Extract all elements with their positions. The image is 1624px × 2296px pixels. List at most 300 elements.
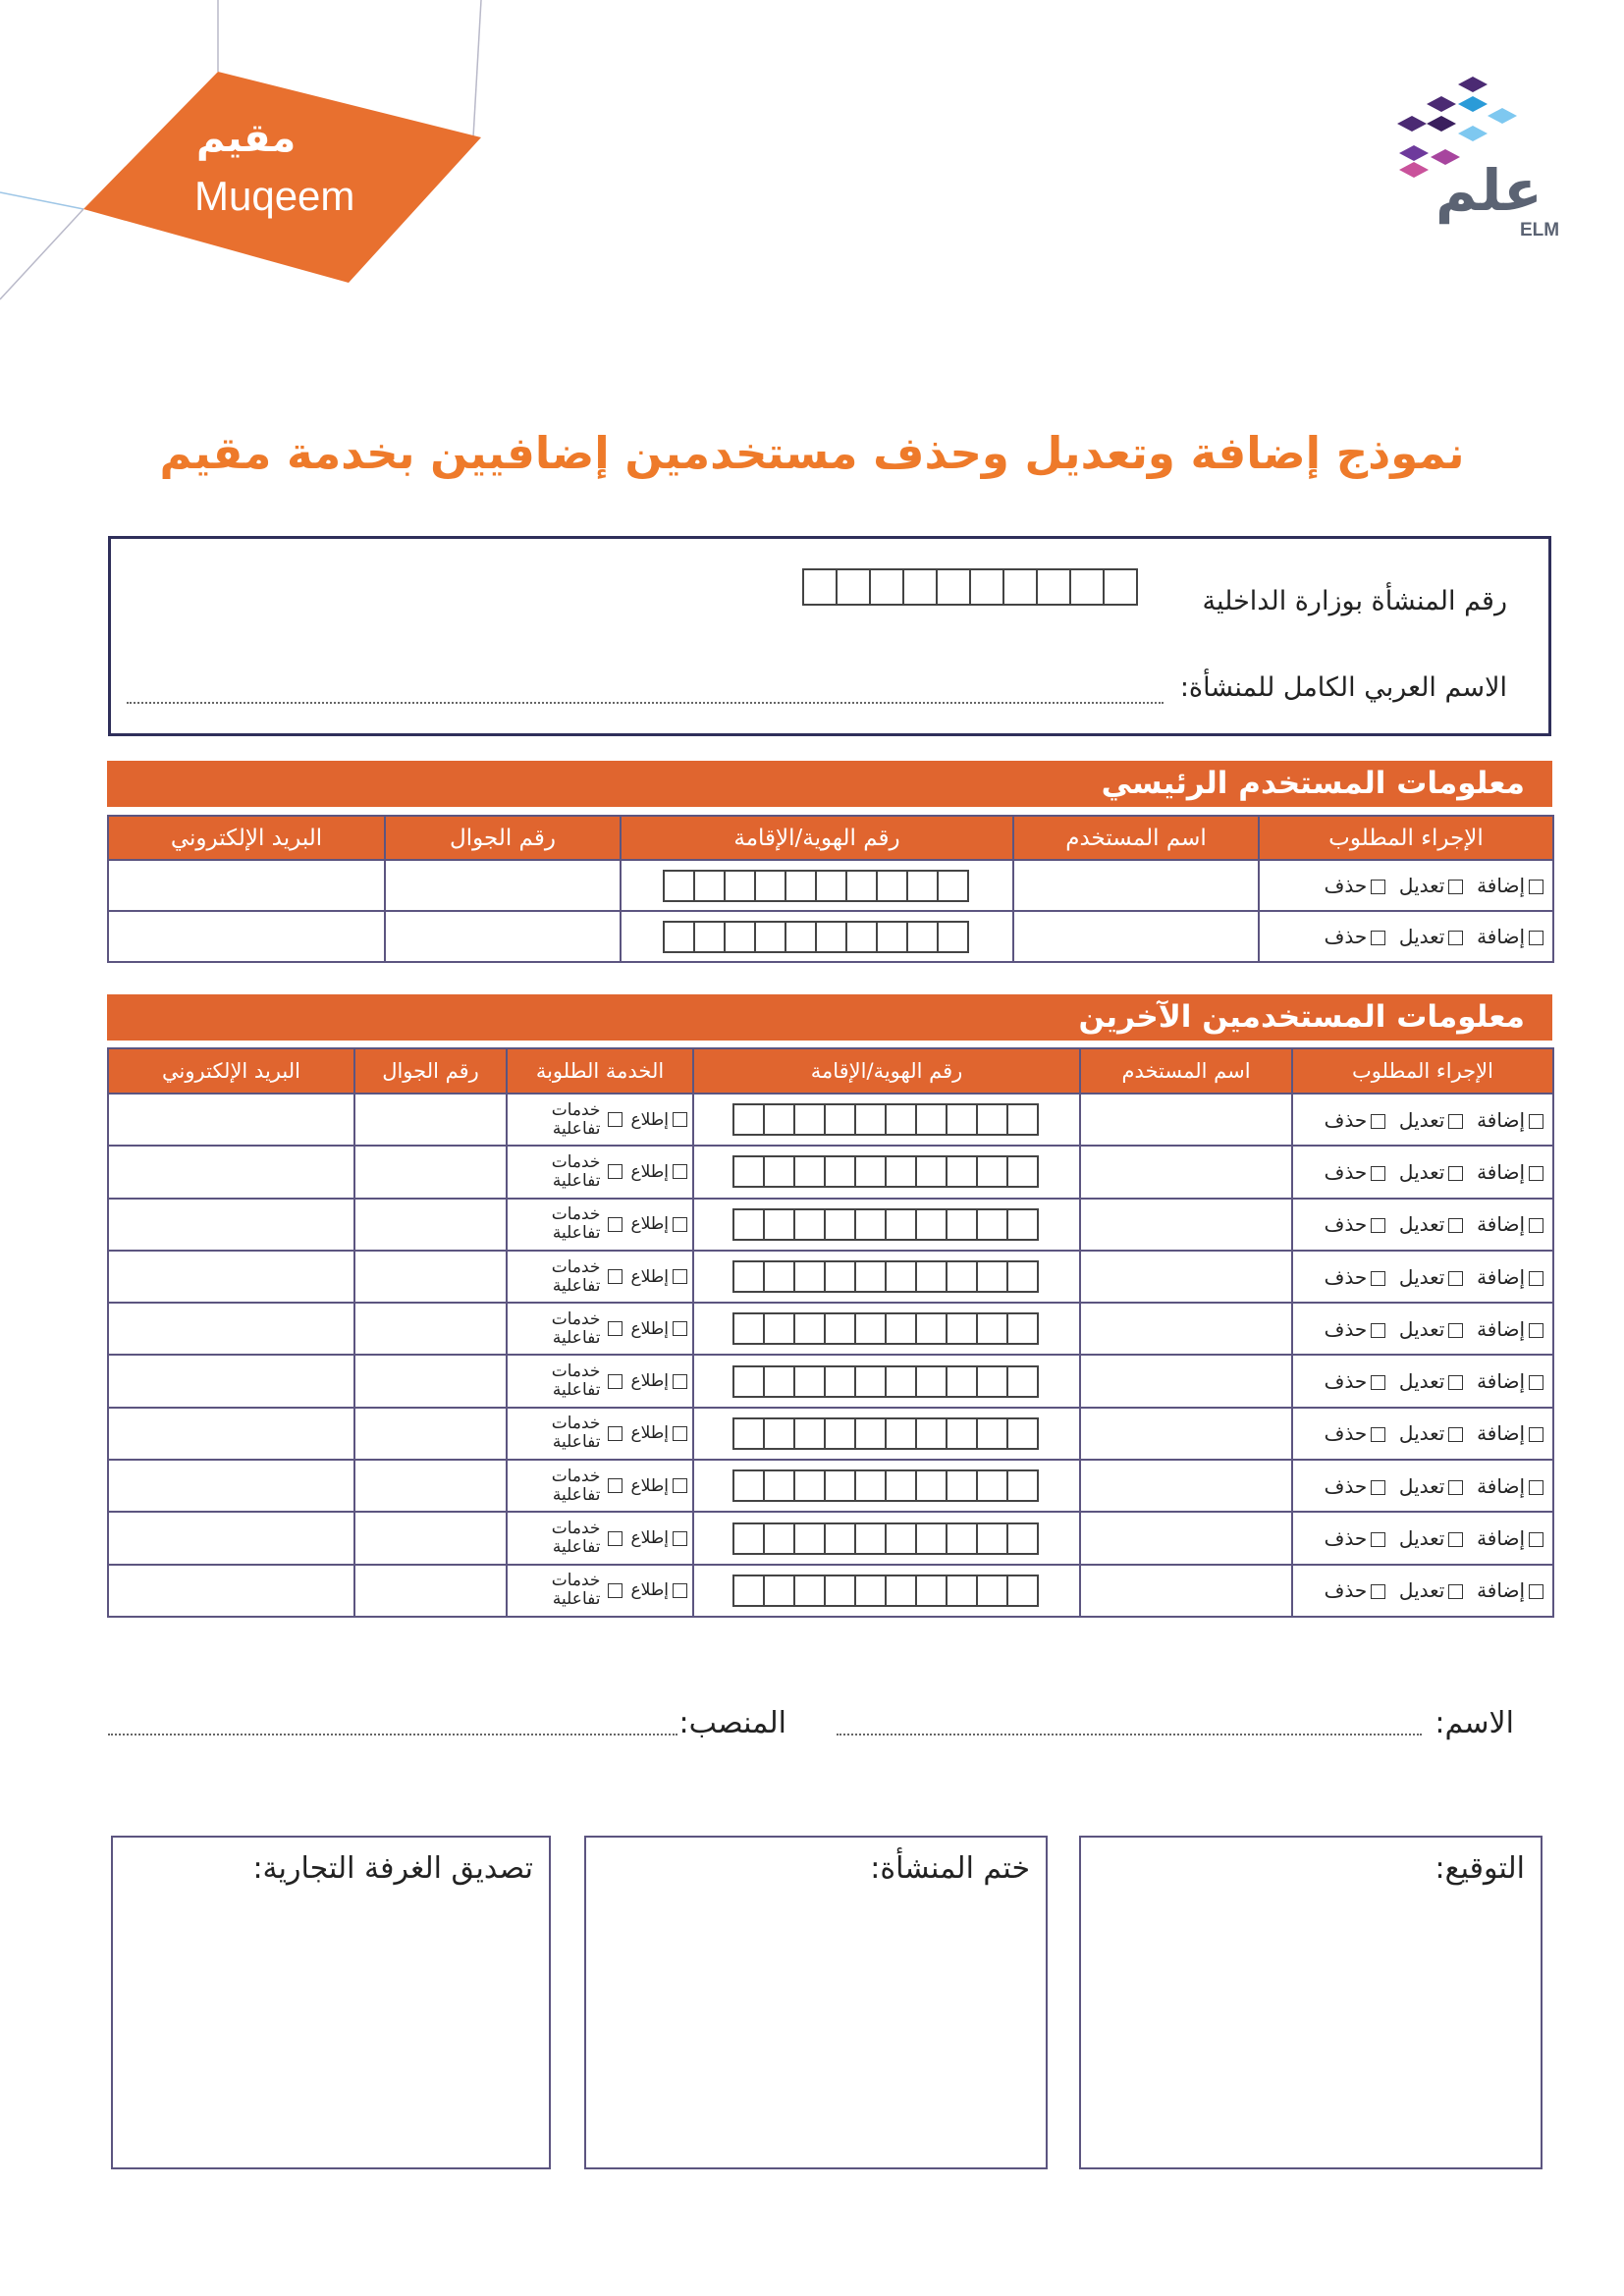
digit-box[interactable] [876, 921, 908, 953]
digit-box[interactable] [1036, 568, 1071, 606]
action-label-edit: تعديل [1398, 1212, 1445, 1237]
service-interactive-label [552, 1310, 601, 1348]
digit-box[interactable] [732, 1417, 765, 1450]
mobile-cell[interactable] [354, 1512, 507, 1564]
checkbox-interactive[interactable] [608, 1583, 623, 1598]
checkbox-delete[interactable] [1371, 931, 1385, 945]
table-row [108, 1565, 1553, 1617]
action-cell [1292, 1460, 1553, 1512]
digit-box[interactable] [976, 1417, 1008, 1450]
digit-box[interactable] [732, 1155, 765, 1188]
checkbox-view[interactable] [673, 1321, 687, 1336]
digit-box[interactable] [885, 1260, 917, 1293]
mobile-cell[interactable] [354, 1303, 507, 1355]
moi-number-input[interactable] [804, 568, 1138, 606]
service-cell [507, 1512, 693, 1564]
digit-box[interactable] [815, 870, 847, 902]
chamber-box[interactable] [111, 1836, 551, 2169]
digit-box[interactable] [885, 1103, 917, 1136]
id-cell [693, 1251, 1080, 1303]
checkbox-edit[interactable] [1448, 931, 1463, 945]
digit-box[interactable] [915, 1208, 947, 1241]
checkbox-edit[interactable] [1448, 880, 1463, 894]
checkbox-edit[interactable] [1448, 1584, 1463, 1599]
checkbox-view[interactable] [673, 1374, 687, 1389]
digit-box[interactable] [885, 1312, 917, 1345]
email-cell[interactable] [108, 1199, 354, 1251]
username-cell[interactable] [1080, 1199, 1292, 1251]
checkbox-view[interactable] [673, 1269, 687, 1284]
checkbox-edit[interactable] [1448, 1480, 1463, 1495]
digit-box[interactable] [885, 1417, 917, 1450]
header-service: الخدمة الطلوبة [507, 1048, 693, 1094]
digit-box[interactable] [754, 870, 786, 902]
service-interactive-line2: تفاعلية [552, 1484, 601, 1505]
service-interactive-line1: خدمات [551, 1256, 601, 1277]
position-line[interactable] [108, 1734, 677, 1735]
digit-box[interactable] [793, 1208, 826, 1241]
digit-box[interactable] [824, 1575, 856, 1607]
header-mobile: رقم الجوال [385, 816, 621, 860]
digit-box[interactable] [854, 1155, 887, 1188]
id-cell [693, 1408, 1080, 1460]
digit-box[interactable] [732, 1522, 765, 1555]
digit-box[interactable] [763, 1312, 795, 1345]
email-cell[interactable] [108, 1408, 354, 1460]
checkbox-delete[interactable] [1371, 1271, 1385, 1286]
digit-box[interactable] [976, 1312, 1008, 1345]
action-label-delete: حذف [1324, 1369, 1368, 1394]
digit-box[interactable] [902, 568, 938, 606]
email-cell[interactable] [108, 860, 385, 911]
username-cell[interactable] [1080, 1355, 1292, 1407]
digit-box[interactable] [915, 1575, 947, 1607]
id-cell [693, 1303, 1080, 1355]
digit-box[interactable] [946, 1469, 978, 1502]
name-line[interactable] [837, 1734, 1422, 1735]
id-number-boxes [622, 870, 1012, 902]
mobile-cell[interactable] [385, 911, 621, 962]
username-cell[interactable] [1080, 1094, 1292, 1146]
digit-box[interactable] [915, 1103, 947, 1136]
service-interactive-label [552, 1415, 601, 1452]
id-cell [621, 911, 1013, 962]
digit-box[interactable] [906, 870, 939, 902]
username-cell[interactable] [1080, 1251, 1292, 1303]
header-mobile: رقم الجوال [354, 1048, 507, 1094]
checkbox-interactive[interactable] [608, 1112, 623, 1127]
digit-box[interactable] [876, 870, 908, 902]
digit-box[interactable] [915, 1522, 947, 1555]
table-row [108, 911, 1553, 962]
digit-box[interactable] [946, 1365, 978, 1398]
digit-box[interactable] [946, 1260, 978, 1293]
mobile-cell[interactable] [385, 860, 621, 911]
checkbox-view[interactable] [673, 1164, 687, 1179]
digit-box[interactable] [763, 1260, 795, 1293]
digit-box[interactable] [663, 870, 695, 902]
header-id-number: رقم الهوية/الإقامة [621, 816, 1013, 860]
digit-box[interactable] [732, 1103, 765, 1136]
digit-box[interactable] [937, 870, 969, 902]
email-cell[interactable] [108, 1355, 354, 1407]
mobile-cell[interactable] [354, 1199, 507, 1251]
digit-box[interactable] [1006, 1365, 1039, 1398]
checkbox-delete[interactable] [1371, 1532, 1385, 1547]
chamber-label: تصديق الغرفة التجارية: [252, 1851, 533, 1886]
checkbox-interactive[interactable] [608, 1478, 623, 1493]
digit-box[interactable] [936, 568, 971, 606]
checkbox-add[interactable] [1529, 1532, 1543, 1547]
checkbox-edit[interactable] [1448, 1218, 1463, 1233]
digit-box[interactable] [732, 1208, 765, 1241]
checkbox-interactive[interactable] [608, 1321, 623, 1336]
digit-box[interactable] [976, 1155, 1008, 1188]
digit-box[interactable] [845, 921, 878, 953]
digit-box[interactable] [824, 1103, 856, 1136]
digit-box[interactable] [693, 921, 726, 953]
table-row [108, 1355, 1553, 1407]
digit-box[interactable] [885, 1208, 917, 1241]
digit-box[interactable] [946, 1522, 978, 1555]
service-interactive-line1: خدمات [551, 1466, 601, 1486]
action-label-edit: تعديل [1398, 1369, 1445, 1394]
main-user-table [107, 815, 1554, 963]
table-row [108, 1146, 1553, 1198]
service-cell [507, 1408, 693, 1460]
digit-box[interactable] [976, 1260, 1008, 1293]
id-number-boxes [694, 1103, 1079, 1136]
mobile-cell[interactable] [354, 1460, 507, 1512]
digit-box[interactable] [1006, 1208, 1039, 1241]
digit-box[interactable] [976, 1469, 1008, 1502]
checkbox-add[interactable] [1529, 1584, 1543, 1599]
service-cell [507, 1199, 693, 1251]
service-interactive-line2: تفاعلية [552, 1327, 601, 1348]
digit-box[interactable] [815, 921, 847, 953]
arabic-name-label: الاسم العربي الكامل للمنشأة: [1179, 672, 1507, 703]
digit-box[interactable] [793, 1417, 826, 1450]
action-cell [1292, 1565, 1553, 1617]
checkbox-interactive[interactable] [608, 1374, 623, 1389]
username-cell[interactable] [1013, 911, 1259, 962]
checkbox-delete[interactable] [1371, 1218, 1385, 1233]
digit-box[interactable] [793, 1103, 826, 1136]
table-row [108, 1408, 1553, 1460]
service-interactive-label [552, 1572, 601, 1609]
service-interactive-line2: تفاعلية [552, 1432, 601, 1453]
digit-box[interactable] [754, 921, 786, 953]
mobile-cell[interactable] [354, 1251, 507, 1303]
digit-box[interactable] [854, 1417, 887, 1450]
digit-box[interactable] [854, 1260, 887, 1293]
digit-box[interactable] [824, 1417, 856, 1450]
service-interactive-label [552, 1153, 601, 1191]
checkbox-delete[interactable] [1371, 1375, 1385, 1390]
id-cell [693, 1460, 1080, 1512]
digit-box[interactable] [1006, 1260, 1039, 1293]
digit-box[interactable] [969, 568, 1004, 606]
digit-box[interactable] [1006, 1155, 1039, 1188]
digit-box[interactable] [885, 1155, 917, 1188]
digit-box[interactable] [946, 1575, 978, 1607]
header-email: البريد الإلكتروني [108, 816, 385, 860]
digit-box[interactable] [854, 1103, 887, 1136]
digit-box[interactable] [663, 921, 695, 953]
digit-box[interactable] [1006, 1575, 1039, 1607]
id-cell [621, 860, 1013, 911]
digit-box[interactable] [763, 1208, 795, 1241]
digit-box[interactable] [785, 921, 817, 953]
service-view-label: إطلاع [630, 1528, 669, 1549]
service-view-label: إطلاع [630, 1580, 669, 1601]
digit-box[interactable] [854, 1365, 887, 1398]
username-cell[interactable] [1080, 1146, 1292, 1198]
digit-box[interactable] [824, 1522, 856, 1555]
digit-box[interactable] [732, 1312, 765, 1345]
checkbox-add[interactable] [1529, 1375, 1543, 1390]
checkbox-add[interactable] [1529, 1166, 1543, 1181]
digit-box[interactable] [763, 1417, 795, 1450]
digit-box[interactable] [793, 1575, 826, 1607]
digit-box[interactable] [915, 1417, 947, 1450]
digit-box[interactable] [732, 1260, 765, 1293]
checkbox-delete[interactable] [1371, 1114, 1385, 1129]
email-cell[interactable] [108, 1146, 354, 1198]
digit-box[interactable] [824, 1469, 856, 1502]
digit-box[interactable] [885, 1469, 917, 1502]
digit-box[interactable] [976, 1575, 1008, 1607]
action-label-add: إضافة [1477, 1264, 1525, 1289]
checkbox-interactive[interactable] [608, 1426, 623, 1441]
digit-box[interactable] [763, 1365, 795, 1398]
digit-box[interactable] [824, 1155, 856, 1188]
digit-box[interactable] [793, 1365, 826, 1398]
service-interactive-line2: تفاعلية [552, 1223, 601, 1244]
email-cell[interactable] [108, 1094, 354, 1146]
id-cell [693, 1355, 1080, 1407]
checkbox-delete[interactable] [1371, 1427, 1385, 1442]
mobile-cell[interactable] [354, 1565, 507, 1617]
digit-box[interactable] [793, 1312, 826, 1345]
digit-box[interactable] [915, 1312, 947, 1345]
digit-box[interactable] [1069, 568, 1105, 606]
email-cell[interactable] [108, 1512, 354, 1564]
digit-box[interactable] [854, 1208, 887, 1241]
action-cell [1292, 1355, 1553, 1407]
digit-box[interactable] [976, 1208, 1008, 1241]
digit-box[interactable] [793, 1522, 826, 1555]
digit-box[interactable] [885, 1522, 917, 1555]
digit-box[interactable] [1006, 1103, 1039, 1136]
mobile-cell[interactable] [354, 1408, 507, 1460]
checkbox-interactive[interactable] [608, 1217, 623, 1232]
action-label-edit: تعديل [1398, 1107, 1445, 1132]
checkbox-view[interactable] [673, 1217, 687, 1232]
digit-box[interactable] [793, 1155, 826, 1188]
checkbox-delete[interactable] [1371, 1323, 1385, 1338]
digit-box[interactable] [1006, 1312, 1039, 1345]
checkbox-add[interactable] [1529, 1323, 1543, 1338]
digit-box[interactable] [976, 1103, 1008, 1136]
checkbox-add[interactable] [1529, 1480, 1543, 1495]
digit-box[interactable] [854, 1575, 887, 1607]
digit-box[interactable] [793, 1469, 826, 1502]
checkbox-delete[interactable] [1371, 1166, 1385, 1181]
digit-box[interactable] [1002, 568, 1038, 606]
digit-box[interactable] [724, 870, 756, 902]
checkbox-view[interactable] [673, 1112, 687, 1127]
checkbox-view[interactable] [673, 1478, 687, 1493]
id-number-boxes [694, 1260, 1079, 1293]
service-interactive-line1: خدمات [551, 1519, 601, 1539]
digit-box[interactable] [869, 568, 904, 606]
digit-box[interactable] [1103, 568, 1138, 606]
arabic-name-line[interactable] [127, 702, 1164, 704]
checkbox-add[interactable] [1529, 1271, 1543, 1286]
header-action: الإجراء المطلوب [1292, 1048, 1553, 1094]
digit-box[interactable] [915, 1260, 947, 1293]
id-cell [693, 1094, 1080, 1146]
email-cell[interactable] [108, 1251, 354, 1303]
stamp-label: ختم المنشأة: [870, 1851, 1030, 1886]
action-label-edit: تعديل [1398, 1578, 1445, 1603]
checkbox-view[interactable] [673, 1531, 687, 1546]
checkbox-edit[interactable] [1448, 1375, 1463, 1390]
digit-box[interactable] [1006, 1522, 1039, 1555]
digit-box[interactable] [836, 568, 871, 606]
table-row [108, 1251, 1553, 1303]
header-email: البريد الإلكتروني [108, 1048, 354, 1094]
checkbox-interactive[interactable] [608, 1531, 623, 1546]
service-interactive-line2: تفاعلية [552, 1275, 601, 1296]
digit-box[interactable] [885, 1365, 917, 1398]
digit-box[interactable] [1006, 1469, 1039, 1502]
action-label-delete: حذف [1324, 1264, 1368, 1289]
digit-box[interactable] [854, 1469, 887, 1502]
email-cell[interactable] [108, 1460, 354, 1512]
email-cell[interactable] [108, 911, 385, 962]
checkbox-edit[interactable] [1448, 1427, 1463, 1442]
digit-box[interactable] [946, 1155, 978, 1188]
digit-box[interactable] [724, 921, 756, 953]
checkbox-add[interactable] [1529, 880, 1543, 894]
digit-box[interactable] [793, 1260, 826, 1293]
checkbox-edit[interactable] [1448, 1166, 1463, 1181]
service-interactive-label [552, 1468, 601, 1505]
checkbox-add[interactable] [1529, 1218, 1543, 1233]
digit-box[interactable] [763, 1103, 795, 1136]
action-label-delete: حذف [1324, 1473, 1368, 1498]
digit-box[interactable] [854, 1312, 887, 1345]
action-cell [1292, 1094, 1553, 1146]
checkbox-edit[interactable] [1448, 1532, 1463, 1547]
digit-box[interactable] [946, 1417, 978, 1450]
email-cell[interactable] [108, 1565, 354, 1617]
username-cell[interactable] [1080, 1460, 1292, 1512]
mobile-cell[interactable] [354, 1355, 507, 1407]
digit-box[interactable] [693, 870, 726, 902]
digit-box[interactable] [915, 1469, 947, 1502]
header-action: الإجراء المطلوب [1259, 816, 1553, 860]
checkbox-delete[interactable] [1371, 1584, 1385, 1599]
digit-box[interactable] [1006, 1417, 1039, 1450]
digit-box[interactable] [763, 1469, 795, 1502]
digit-box[interactable] [976, 1522, 1008, 1555]
service-cell [507, 1094, 693, 1146]
position-label: المنصب: [678, 1706, 786, 1740]
username-cell[interactable] [1013, 860, 1259, 911]
action-label-add: إضافة [1477, 1421, 1525, 1446]
digit-box[interactable] [976, 1365, 1008, 1398]
id-number-boxes [694, 1208, 1079, 1241]
digit-box[interactable] [915, 1155, 947, 1188]
signature-box[interactable] [1079, 1836, 1543, 2169]
mobile-cell[interactable] [354, 1094, 507, 1146]
checkbox-view[interactable] [673, 1583, 687, 1598]
name-label: الاسم: [1435, 1706, 1514, 1740]
checkbox-add[interactable] [1529, 931, 1543, 945]
digit-box[interactable] [763, 1522, 795, 1555]
digit-box[interactable] [845, 870, 878, 902]
checkbox-interactive[interactable] [608, 1269, 623, 1284]
username-cell[interactable] [1080, 1408, 1292, 1460]
digit-box[interactable] [785, 870, 817, 902]
username-cell[interactable] [1080, 1565, 1292, 1617]
digit-box[interactable] [946, 1208, 978, 1241]
checkbox-delete[interactable] [1371, 1480, 1385, 1495]
page-title: نموذج إضافة وتعديل وحذف مستخدمين إضافيين بخدمة مقيم [159, 427, 1465, 479]
checkbox-add[interactable] [1529, 1114, 1543, 1129]
checkbox-view[interactable] [673, 1426, 687, 1441]
checkbox-edit[interactable] [1448, 1114, 1463, 1129]
digit-box[interactable] [946, 1103, 978, 1136]
digit-box[interactable] [732, 1575, 765, 1607]
stamp-box[interactable] [584, 1836, 1048, 2169]
service-interactive-line2: تفاعلية [552, 1589, 601, 1610]
mobile-cell[interactable] [354, 1146, 507, 1198]
digit-box[interactable] [763, 1155, 795, 1188]
digit-box[interactable] [937, 921, 969, 953]
table-row [108, 1512, 1553, 1564]
action-cell [1292, 1146, 1553, 1198]
email-cell[interactable] [108, 1303, 354, 1355]
checkbox-edit[interactable] [1448, 1271, 1463, 1286]
digit-box[interactable] [732, 1469, 765, 1502]
digit-box[interactable] [763, 1575, 795, 1607]
checkbox-add[interactable] [1529, 1427, 1543, 1442]
username-cell[interactable] [1080, 1512, 1292, 1564]
username-cell[interactable] [1080, 1303, 1292, 1355]
digit-box[interactable] [732, 1365, 765, 1398]
digit-box[interactable] [946, 1312, 978, 1345]
checkbox-delete[interactable] [1371, 880, 1385, 894]
service-view-label: إطلاع [630, 1161, 669, 1182]
digit-box[interactable] [824, 1208, 856, 1241]
digit-box[interactable] [885, 1575, 917, 1607]
digit-box[interactable] [824, 1312, 856, 1345]
digit-box[interactable] [915, 1365, 947, 1398]
digit-box[interactable] [802, 568, 838, 606]
checkbox-interactive[interactable] [608, 1164, 623, 1179]
digit-box[interactable] [824, 1365, 856, 1398]
digit-box[interactable] [854, 1522, 887, 1555]
digit-box[interactable] [824, 1260, 856, 1293]
digit-box[interactable] [906, 921, 939, 953]
service-interactive-line1: خدمات [551, 1362, 601, 1382]
checkbox-edit[interactable] [1448, 1323, 1463, 1338]
action-cell [1292, 1408, 1553, 1460]
